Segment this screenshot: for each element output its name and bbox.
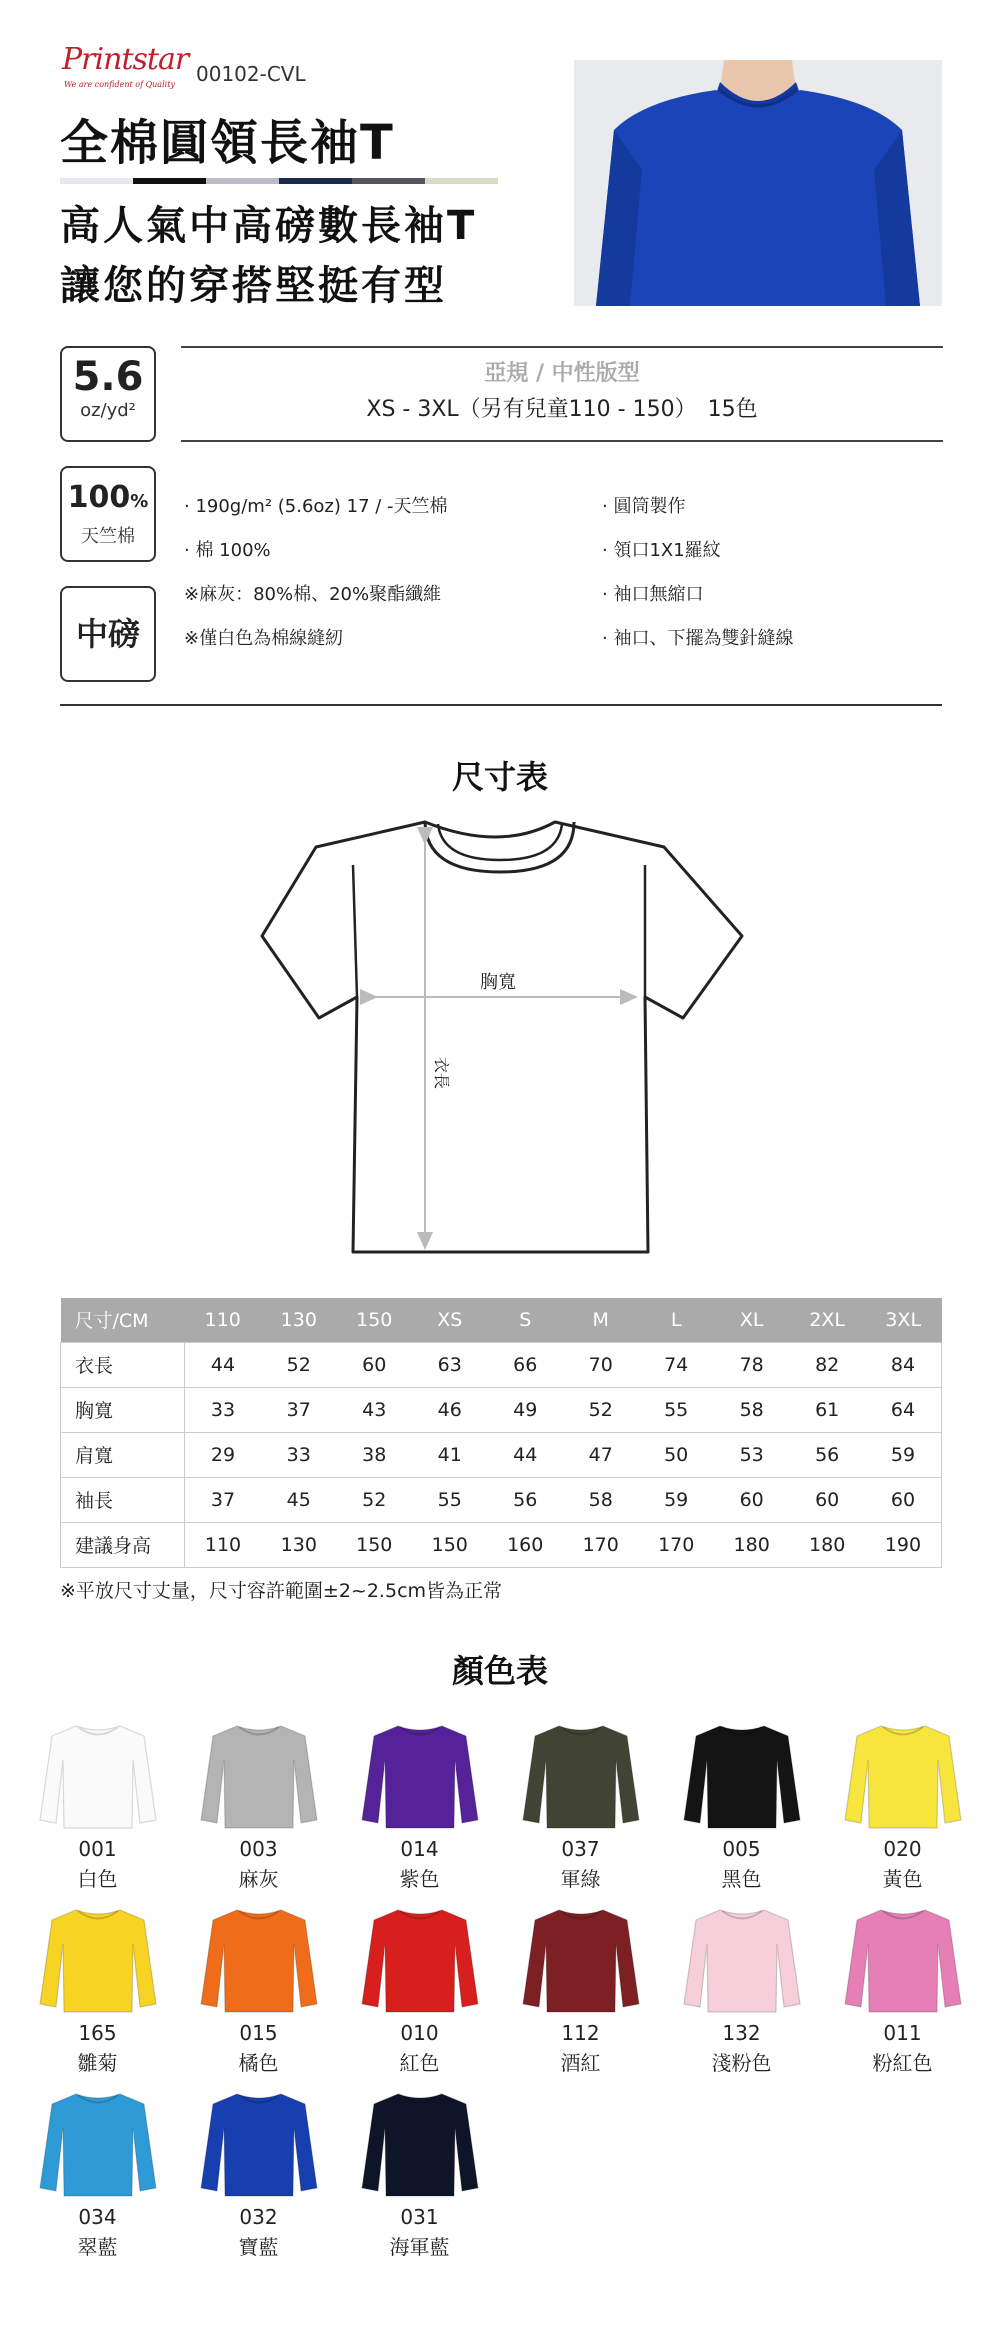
table-cell: 56 xyxy=(487,1477,562,1522)
color-bar-segment xyxy=(60,178,133,184)
color-name: 寶藍 xyxy=(238,2235,279,2259)
table-cell: 37 xyxy=(185,1477,262,1522)
feature-item: · 190g/m² (5.6oz) 17 / -天竺棉 xyxy=(184,496,448,517)
feature-item: ※麻灰：80%棉、20%聚酯纖維 xyxy=(184,584,442,605)
color-code: 034 xyxy=(78,2205,117,2229)
color-name: 白色 xyxy=(77,1867,118,1891)
table-cell: 63 xyxy=(412,1342,487,1387)
cotton-percent: 100% xyxy=(67,480,149,515)
table-cell: 170 xyxy=(563,1522,638,1567)
color-code: 031 xyxy=(400,2205,439,2229)
color-swatch xyxy=(339,2088,500,2262)
color-code: 112 xyxy=(561,2021,600,2045)
color-name: 酒紅 xyxy=(560,2051,601,2075)
tshirt-swatch-icon xyxy=(178,1720,339,1830)
color-swatch xyxy=(17,2088,178,2262)
size-table-header-cell: 3XL xyxy=(865,1298,942,1342)
feature-item: · 領口1X1羅紋 xyxy=(602,540,721,561)
color-swatch xyxy=(339,1904,500,2078)
color-code: 165 xyxy=(78,2021,117,2045)
cotton-badge xyxy=(60,466,156,562)
color-name: 紅色 xyxy=(399,2051,440,2075)
brand-logo: Printstar xyxy=(62,42,189,77)
weight-badge xyxy=(60,346,156,442)
tshirt-swatch-icon xyxy=(500,1720,661,1830)
feature-item: · 棉 100% xyxy=(184,540,271,561)
size-range: XS - 3XL（另有兒童110 - 150） 15色 xyxy=(366,397,758,422)
color-name: 麻灰 xyxy=(238,1867,279,1891)
tshirt-swatch-icon xyxy=(339,2088,500,2198)
table-cell: 55 xyxy=(638,1387,713,1432)
color-code: 003 xyxy=(239,1837,278,1861)
table-cell: 33 xyxy=(261,1432,336,1477)
table-cell: 78 xyxy=(714,1342,789,1387)
table-cell: 55 xyxy=(412,1477,487,1522)
color-bar-segment xyxy=(133,178,206,184)
color-swatch xyxy=(178,1904,339,2078)
table-cell: 44 xyxy=(487,1432,562,1477)
color-name: 粉紅色 xyxy=(872,2051,933,2075)
length-label: 衣長 xyxy=(432,1057,451,1090)
subtitle-line-1: 高人氣中高磅數長袖T xyxy=(60,203,478,249)
table-cell: 52 xyxy=(337,1477,412,1522)
features-left xyxy=(184,492,448,668)
color-code: 001 xyxy=(78,1837,117,1861)
size-table-header-cell: 130 xyxy=(261,1298,336,1342)
color-bar-segment xyxy=(425,178,498,184)
size-table-header-cell: 150 xyxy=(337,1298,412,1342)
table-cell: 58 xyxy=(714,1387,789,1432)
color-name: 橘色 xyxy=(238,2051,279,2075)
color-name: 紫色 xyxy=(399,1867,440,1891)
subtitle-line-2: 讓您的穿搭堅挺有型 xyxy=(60,263,447,309)
table-cell: 66 xyxy=(487,1342,562,1387)
feature-item: · 圓筒製作 xyxy=(602,496,686,517)
color-name: 淺粉色 xyxy=(711,2051,772,2075)
row-label: 建議身高 xyxy=(61,1522,185,1567)
table-row xyxy=(61,1387,942,1432)
weight-class-badge: 中磅 xyxy=(60,586,156,682)
feature-item: · 袖口、下擺為雙針縫線 xyxy=(602,628,794,649)
color-swatch xyxy=(500,1904,661,2078)
model-photo xyxy=(574,60,942,306)
size-table-header-cell: S xyxy=(487,1298,562,1342)
section-divider xyxy=(60,704,942,706)
table-cell: 74 xyxy=(638,1342,713,1387)
product-title: 全棉圓領長袖T xyxy=(60,115,395,171)
weight-value: 5.6 xyxy=(72,354,144,400)
table-cell: 180 xyxy=(714,1522,789,1567)
product-code: 00102-CVL xyxy=(196,62,306,86)
table-cell: 150 xyxy=(337,1522,412,1567)
color-swatch xyxy=(822,1720,983,1894)
color-bar-segment xyxy=(206,178,279,184)
row-label: 胸寬 xyxy=(61,1387,185,1432)
table-cell: 37 xyxy=(261,1387,336,1432)
size-table-header-cell: 尺寸/CM xyxy=(61,1298,185,1342)
color-code: 032 xyxy=(239,2205,278,2229)
table-cell: 59 xyxy=(865,1432,942,1477)
color-code: 014 xyxy=(400,1837,439,1861)
size-table-header-cell: XL xyxy=(714,1298,789,1342)
table-cell: 110 xyxy=(185,1522,262,1567)
color-code: 011 xyxy=(883,2021,922,2045)
table-cell: 50 xyxy=(638,1432,713,1477)
size-table-header-cell: M xyxy=(563,1298,638,1342)
tshirt-swatch-icon xyxy=(17,1904,178,2014)
color-swatch xyxy=(178,2088,339,2262)
color-swatch xyxy=(17,1720,178,1894)
table-cell: 61 xyxy=(789,1387,864,1432)
size-table-header-cell: XS xyxy=(412,1298,487,1342)
color-code: 015 xyxy=(239,2021,278,2045)
tshirt-swatch-icon xyxy=(178,2088,339,2198)
table-cell: 45 xyxy=(261,1477,336,1522)
table-cell: 150 xyxy=(412,1522,487,1567)
table-cell: 44 xyxy=(185,1342,262,1387)
color-bar-segment xyxy=(279,178,352,184)
table-cell: 33 xyxy=(185,1387,262,1432)
color-name: 黑色 xyxy=(721,1867,762,1891)
table-row xyxy=(61,1432,942,1477)
tshirt-swatch-icon xyxy=(500,1904,661,2014)
table-cell: 52 xyxy=(261,1342,336,1387)
table-cell: 60 xyxy=(714,1477,789,1522)
color-name: 黃色 xyxy=(882,1867,923,1891)
feature-item: · 袖口無縮口 xyxy=(602,584,704,605)
tshirt-swatch-icon xyxy=(661,1720,822,1830)
table-cell: 59 xyxy=(638,1477,713,1522)
divider-bottom xyxy=(181,440,943,442)
table-cell: 60 xyxy=(337,1342,412,1387)
table-cell: 41 xyxy=(412,1432,487,1477)
table-cell: 60 xyxy=(789,1477,864,1522)
table-cell: 43 xyxy=(337,1387,412,1432)
tshirt-swatch-icon xyxy=(178,1904,339,2014)
color-code: 005 xyxy=(722,1837,761,1861)
table-row xyxy=(61,1522,942,1567)
color-bar-strip xyxy=(60,178,498,184)
color-code: 010 xyxy=(400,2021,439,2045)
weight-unit: oz/yd² xyxy=(80,400,136,421)
table-cell: 180 xyxy=(789,1522,864,1567)
color-name: 雛菊 xyxy=(77,2051,118,2075)
table-row xyxy=(61,1342,942,1387)
size-table-header-cell: L xyxy=(638,1298,713,1342)
size-table-header xyxy=(61,1298,942,1342)
table-cell: 70 xyxy=(563,1342,638,1387)
row-label: 衣長 xyxy=(61,1342,185,1387)
cotton-label: 天竺棉 xyxy=(81,526,135,547)
table-cell: 38 xyxy=(337,1432,412,1477)
table-cell: 60 xyxy=(865,1477,942,1522)
table-cell: 160 xyxy=(487,1522,562,1567)
table-cell: 46 xyxy=(412,1387,487,1432)
color-swatch xyxy=(500,1720,661,1894)
color-chart-title: 顏色表 xyxy=(451,1652,548,1690)
chest-label: 胸寬 xyxy=(480,972,516,993)
tshirt-swatch-icon xyxy=(17,1720,178,1830)
color-name: 海軍藍 xyxy=(389,2235,450,2259)
color-swatch xyxy=(178,1720,339,1894)
color-swatch xyxy=(661,1720,822,1894)
table-cell: 56 xyxy=(789,1432,864,1477)
tshirt-swatch-icon xyxy=(339,1904,500,2014)
color-code: 020 xyxy=(883,1837,922,1861)
table-row xyxy=(61,1477,942,1522)
table-cell: 47 xyxy=(563,1432,638,1477)
size-table-header-cell: 110 xyxy=(185,1298,262,1342)
feature-item: ※僅白色為棉線縫紉 xyxy=(184,628,344,649)
color-code: 037 xyxy=(561,1837,600,1861)
size-note: ※平放尺寸丈量，尺寸容許範圍±2~2.5cm皆為正常 xyxy=(60,1580,503,1602)
color-swatch xyxy=(661,1904,822,2078)
table-cell: 53 xyxy=(714,1432,789,1477)
table-cell: 52 xyxy=(563,1387,638,1432)
table-cell: 64 xyxy=(865,1387,942,1432)
table-cell: 84 xyxy=(865,1342,942,1387)
color-code: 132 xyxy=(722,2021,761,2045)
table-cell: 49 xyxy=(487,1387,562,1432)
color-name: 翠藍 xyxy=(77,2235,118,2259)
color-swatch xyxy=(822,1904,983,2078)
table-cell: 170 xyxy=(638,1522,713,1567)
tshirt-swatch-icon xyxy=(661,1904,822,2014)
product-subtitle xyxy=(60,196,477,316)
features-right xyxy=(602,492,793,668)
color-bar-segment xyxy=(352,178,425,184)
size-chart-title: 尺寸表 xyxy=(451,758,548,796)
tshirt-diagram xyxy=(250,812,750,1262)
table-cell: 130 xyxy=(261,1522,336,1567)
table-cell: 190 xyxy=(865,1522,942,1567)
size-table xyxy=(60,1298,942,1568)
table-cell: 29 xyxy=(185,1432,262,1477)
color-name: 軍綠 xyxy=(560,1867,601,1891)
fit-label: 亞規 / 中性版型 xyxy=(484,361,640,386)
table-cell: 58 xyxy=(563,1477,638,1522)
tshirt-swatch-icon xyxy=(822,1904,983,2014)
row-label: 肩寬 xyxy=(61,1432,185,1477)
tshirt-swatch-icon xyxy=(17,2088,178,2198)
row-label: 袖長 xyxy=(61,1477,185,1522)
color-swatch xyxy=(17,1904,178,2078)
brand-tagline: We are confident of Quality xyxy=(64,80,175,89)
divider-top xyxy=(181,346,943,348)
color-swatch xyxy=(339,1720,500,1894)
table-cell: 82 xyxy=(789,1342,864,1387)
tshirt-swatch-icon xyxy=(339,1720,500,1830)
size-table-header-cell: 2XL xyxy=(789,1298,864,1342)
tshirt-swatch-icon xyxy=(822,1720,983,1830)
